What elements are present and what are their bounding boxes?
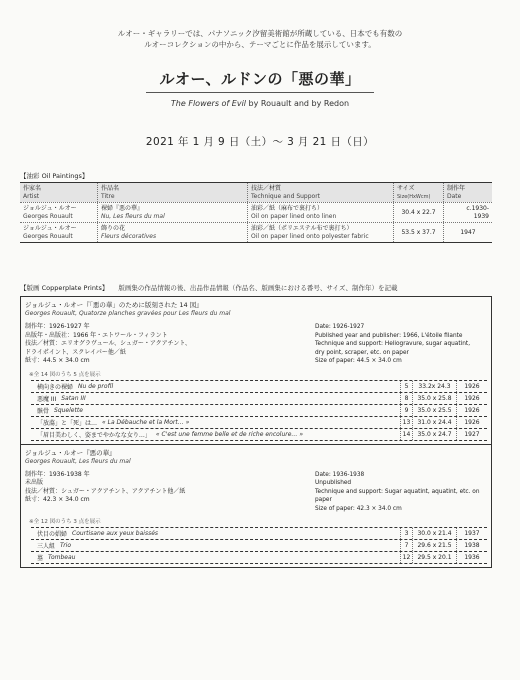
work-title xyxy=(31,417,401,428)
date-line: 1939 xyxy=(473,212,489,220)
table-row xyxy=(20,223,492,242)
work-year: 1927 xyxy=(464,430,480,438)
subtitle-italic: The Flowers of Evil xyxy=(170,99,247,108)
list-item xyxy=(31,540,487,552)
header-date-en: Date xyxy=(447,192,462,200)
work-title-ja: 「眉目美わしく、姿までやかなな女り…」 xyxy=(37,431,151,439)
header-tech-ja: 技法／材質 xyxy=(251,184,282,192)
cell-title xyxy=(98,203,248,222)
work-size: 35.0 x 24.7 xyxy=(413,429,457,440)
work-title xyxy=(31,405,401,416)
work-size: 29.6 x 21.5 xyxy=(413,540,457,551)
work-title-ja: 骸骨 xyxy=(37,407,50,415)
info-line: dry point, scraper, etc. on paper xyxy=(315,349,409,356)
work-title xyxy=(31,552,401,563)
cell-date xyxy=(444,203,492,222)
work-title xyxy=(31,429,401,440)
header-size xyxy=(394,183,444,202)
work-title xyxy=(31,528,401,539)
work-title-fr: « La Débauche et la Mort… » xyxy=(102,418,190,426)
info-ja xyxy=(25,323,315,366)
work-title-ja: 墓 xyxy=(37,555,44,562)
tech-en: Oil on paper lined onto linen xyxy=(251,212,337,220)
work-title-fr: « C'est une femme belle et de riche encolure… » xyxy=(155,430,304,438)
info-line: 制作年：1926-1927 年 xyxy=(25,323,90,330)
header-artist-en: Artist xyxy=(23,192,40,200)
tech-ja: 油彩／紙（ポリエステル布で裏打ち） xyxy=(251,224,353,232)
oil-table-header xyxy=(20,183,492,203)
work-number: 7 xyxy=(401,540,413,551)
info-line: 未出版 xyxy=(25,479,44,486)
work-title-fr: Courtisane aux yeux baissés xyxy=(72,530,159,537)
print-set-title: ジョルジュ・ルオー『悪の華』 xyxy=(25,448,116,457)
prints-section-label xyxy=(20,283,398,292)
work-number: 13 xyxy=(401,417,413,428)
intro-text xyxy=(60,28,460,50)
artist-ja: ジョルジュ・ルオー xyxy=(23,224,77,232)
cell-technique xyxy=(248,203,394,222)
work-size: 33.2x 24.3 xyxy=(413,381,457,392)
works-list xyxy=(31,380,487,441)
info-en xyxy=(315,471,485,514)
header-title-ja: 作品名 xyxy=(101,184,120,192)
work-title-fr: Squelette xyxy=(54,406,83,414)
info-line: Technique and support: Heliogravure, sugar aquatint, xyxy=(315,341,471,347)
table-row xyxy=(20,203,492,223)
work-number: 12 xyxy=(401,552,413,563)
date-line: c.1930- xyxy=(466,204,489,212)
title-ja: 飾りの花 xyxy=(101,224,126,232)
work-size: 35.0 x 25.5 xyxy=(413,405,457,416)
work-year: 1926 xyxy=(464,394,480,402)
cell-technique xyxy=(248,223,394,242)
print-set-block xyxy=(21,445,491,568)
info-line: 出版年・出版社：1966 年・エトワール・フィラント xyxy=(25,331,168,339)
header-title-en: Titre xyxy=(101,192,115,200)
work-title-fr: Tombeau xyxy=(48,554,76,561)
prints-label: 【版画 Copperplate Prints】 xyxy=(20,284,109,292)
cell-size: 53.5 x 37.7 xyxy=(394,223,444,242)
print-set-info xyxy=(25,323,487,366)
work-title xyxy=(31,381,401,392)
info-line: 技法／材質：エリオグラヴュール、シュガー・アクアチント、 xyxy=(25,340,191,347)
work-year: 1937 xyxy=(464,530,480,537)
header-size-en: Size(HxWcm) xyxy=(397,193,431,200)
work-size: 29.5 x 20.1 xyxy=(413,552,457,563)
work-title-ja: 「放蕩」と「死」は… xyxy=(37,419,98,427)
header-title xyxy=(98,183,248,202)
tech-en: Oil on paper lined onto polyester fabric xyxy=(251,232,369,240)
work-size: 30.0 x 21.4 xyxy=(413,528,457,539)
exhibition-dates: 2021 年 1 月 9 日（土）〜 3 月 21 日（日） xyxy=(145,136,375,148)
list-item xyxy=(31,393,487,405)
work-year: 1926 xyxy=(464,418,480,426)
info-line: 紙寸：44.5 × 34.0 cm xyxy=(25,357,90,364)
list-item xyxy=(31,381,487,393)
info-line: Technique and support: Sugar aquatint, aquatint, etc. on paper xyxy=(315,488,480,503)
header-artist-ja: 作家名 xyxy=(23,184,42,192)
info-line: Size of paper: 42.3 × 34.0 cm xyxy=(315,505,402,512)
date-line: 1947 xyxy=(460,228,476,236)
work-title-fr: Nu de profil xyxy=(78,382,114,390)
info-line: 技法／材質：シュガー・アクアチント、アクアチント他／紙 xyxy=(25,487,186,495)
intro-line: ルオー・ギャラリーでは、パナソニック汐留美術館が所蔵している、日本でも有数の xyxy=(117,29,403,38)
title-divider xyxy=(146,92,374,93)
work-title-fr: Trio xyxy=(60,542,72,549)
info-ja xyxy=(25,471,315,514)
info-line: Unpublished xyxy=(315,480,352,486)
list-item xyxy=(31,417,487,429)
work-year: 1926 xyxy=(464,406,480,414)
prints-note: 版画集の作品情報の後、出品作品情報（作品名、版画集における番号、サイズ、制作年）を記載 xyxy=(118,284,398,292)
work-number: 14 xyxy=(401,429,413,440)
cell-artist xyxy=(20,203,98,222)
print-set-info xyxy=(25,471,487,514)
header-date xyxy=(444,183,492,202)
oil-table xyxy=(20,182,492,243)
header-artist xyxy=(20,183,98,202)
work-number: 8 xyxy=(401,393,413,404)
artist-en: Georges Rouault xyxy=(23,212,73,220)
header-technique xyxy=(248,183,394,202)
info-line: Size of paper: 44.5 × 34.0 cm xyxy=(315,358,402,364)
title-en: Nu, Les fleurs du mal xyxy=(101,212,165,220)
title-en: Fleurs décoratives xyxy=(101,232,157,240)
info-line: Date: 1936-1938 xyxy=(315,471,365,478)
print-set-block xyxy=(21,297,491,445)
work-number: 3 xyxy=(401,528,413,539)
print-set-title: ジョルジュ・ルオー『「悪の華」のために版刻された 14 図』 xyxy=(25,301,203,309)
info-line: 制作年：1936-1938 年 xyxy=(25,470,90,478)
artist-ja: ジョルジュ・ルオー xyxy=(23,204,77,212)
print-set-subtitle: Georges Rouault, Quatorze planches gravées pour Les fleurs du mal xyxy=(25,310,231,317)
cell-artist xyxy=(20,223,98,242)
work-number: 5 xyxy=(401,381,413,392)
page-subtitle xyxy=(0,99,520,108)
work-year: 1936 xyxy=(464,554,480,561)
work-size: 31.0 x 24.4 xyxy=(413,417,457,428)
work-title-ja: 三人組 xyxy=(37,543,56,550)
artist-en: Georges Rouault xyxy=(23,232,73,240)
info-line: ドライポイント、スクレイパー他／紙 xyxy=(25,348,126,356)
list-item xyxy=(31,405,487,417)
info-line: Published year and publisher: 1966, L'étoile filante xyxy=(315,332,463,339)
work-title xyxy=(31,540,401,551)
info-line: 紙寸：42.3 × 34.0 cm xyxy=(25,496,90,503)
header-date-ja: 制作年 xyxy=(447,184,466,192)
print-set-subtitle: Georges Rouault, Les fleurs du mal xyxy=(25,457,131,465)
work-size: 35.0 x 25.8 xyxy=(413,393,457,404)
list-item xyxy=(31,528,487,540)
prints-table xyxy=(20,296,492,568)
work-title-fr: Satan III xyxy=(61,394,86,402)
work-number: 9 xyxy=(401,405,413,416)
list-item xyxy=(31,552,487,564)
tech-ja: 油彩／紙（麻布で裏打ち） xyxy=(251,204,324,212)
header-tech-en: Technique and Support xyxy=(251,192,321,200)
work-title xyxy=(31,393,401,404)
info-line: Date: 1926-1927 xyxy=(315,324,365,330)
page-title: ルオー、ルドンの「悪の華」 xyxy=(159,70,361,88)
cell-date xyxy=(444,223,492,242)
title-ja: 裸婦『悪の華』 xyxy=(101,204,144,212)
cell-size: 30.4 x 22.7 xyxy=(394,203,444,222)
work-title-ja: 横向きの裸婦 xyxy=(37,383,74,391)
subtitle-rest: by Rouault and by Redon xyxy=(246,99,350,108)
exhibited-count: ※全 14 図のうち 5 点を展示 xyxy=(29,371,101,378)
work-year: 1926 xyxy=(464,382,480,390)
intro-line: ルオーコレクションの中から、テーマごとに作品を展示しています。 xyxy=(144,40,376,49)
work-year: 1938 xyxy=(464,542,480,549)
works-list xyxy=(31,527,487,564)
work-title-ja: 伏目の娼婦 xyxy=(37,531,68,538)
work-title-ja: 悪魔 III xyxy=(37,395,57,403)
list-item xyxy=(31,429,487,441)
cell-title xyxy=(98,223,248,242)
exhibited-count: ※全 12 図のうち 3 点を展示 xyxy=(29,519,101,525)
header-size-ja: サイズ xyxy=(397,184,415,192)
info-en xyxy=(315,323,485,366)
oil-section-label: 【油彩 Oil Paintings】 xyxy=(20,172,89,180)
